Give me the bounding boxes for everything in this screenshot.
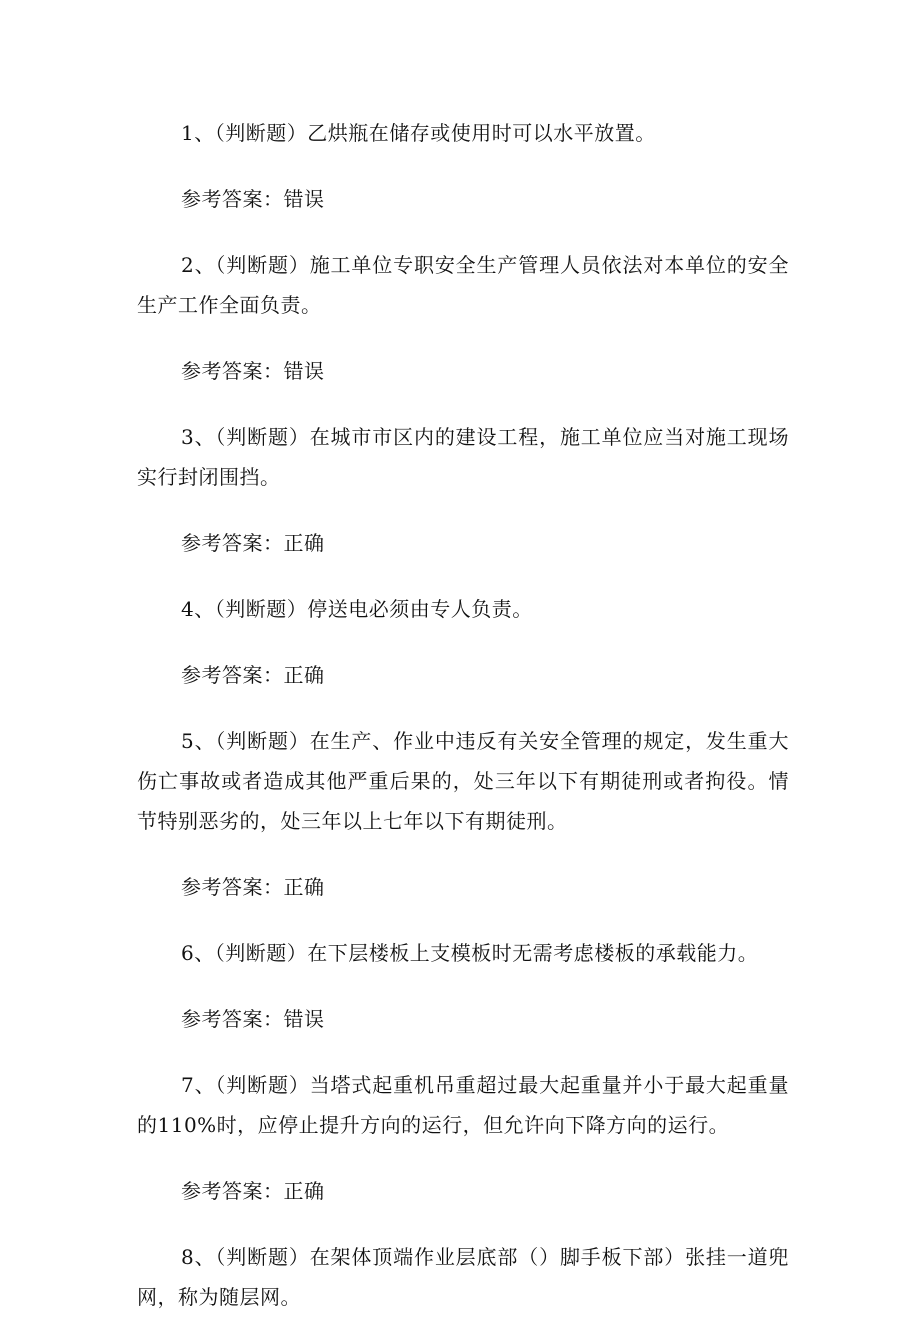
question-7: 7、（判断题）当塔式起重机吊重超过最大起重量并小于最大起重量的110%时，应停止提升方向的运行，但允许向下降方向的运行。 [137,1073,789,1137]
question-list [137,113,789,1343]
answer-1: 参考答案：错误 [181,187,325,211]
answer-6: 参考答案：错误 [181,1007,325,1031]
question-5: 5、（判断题）在生产、作业中违反有关安全管理的规定，发生重大伤亡事故或者造成其他严重后果的，处三年以下有期徒刑或者拘役。情节特别恶劣的，处三年以上七年以下有期徒刑。 [137,729,789,833]
question-8: 8、（判断题）在架体顶端作业层底部（）脚手板下部）张挂一道兜网，称为随层网。 [137,1245,789,1309]
question-4: 4、（判断题）停送电必须由专人负责。 [181,597,533,621]
answer-2: 参考答案：错误 [181,359,325,383]
answer-7: 参考答案：正确 [181,1179,325,1203]
question-3: 3、（判断题）在城市市区内的建设工程，施工单位应当对施工现场实行封闭围挡。 [137,425,789,489]
question-1: 1、（判断题）乙烘瓶在储存或使用时可以水平放置。 [181,121,656,145]
question-6: 6、（判断题）在下层楼板上支模板时无需考虑楼板的承载能力。 [181,941,759,965]
answer-4: 参考答案：正确 [181,663,325,687]
answer-3: 参考答案：正确 [181,531,325,555]
question-2: 2、（判断题）施工单位专职安全生产管理人员依法对本单位的安全生产工作全面负责。 [137,253,789,317]
answer-5: 参考答案：正确 [181,875,325,899]
